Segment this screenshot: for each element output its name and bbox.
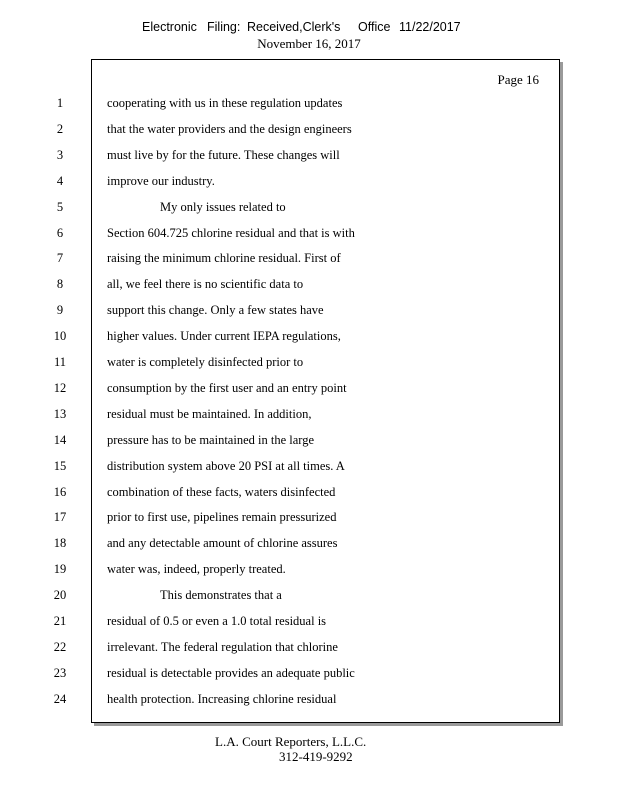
line-text: pressure has to be maintained in the large bbox=[107, 432, 314, 447]
transcript-line bbox=[0, 510, 618, 530]
line-number: 12 bbox=[53, 380, 67, 395]
line-number: 13 bbox=[53, 406, 67, 421]
line-text: must live by for the future. These changes will bbox=[107, 147, 340, 162]
transcript-line bbox=[0, 381, 618, 401]
transcript-line bbox=[0, 640, 618, 660]
transcript-line bbox=[0, 226, 618, 246]
line-text: cooperating with us in these regulation updates bbox=[107, 96, 343, 110]
line-text: This demonstrates that a bbox=[160, 588, 282, 603]
hearing-date: November 16, 2017 bbox=[257, 36, 361, 51]
transcript-line bbox=[0, 148, 618, 168]
transcript-line bbox=[0, 174, 618, 194]
transcript-line bbox=[0, 329, 618, 349]
line-number: 10 bbox=[53, 329, 67, 344]
line-number: 4 bbox=[56, 173, 64, 188]
transcript-line bbox=[0, 355, 618, 375]
transcript-line bbox=[0, 562, 618, 582]
line-number: 8 bbox=[56, 277, 64, 292]
line-text: health protection. Increasing chlorine residual bbox=[107, 691, 337, 706]
line-text: raising the minimum chlorine residual. First of bbox=[107, 251, 341, 266]
transcript-line bbox=[0, 485, 618, 505]
transcript-line bbox=[0, 692, 618, 712]
transcript-line bbox=[0, 303, 618, 323]
line-text: distribution system above 20 PSI at all times. A bbox=[107, 458, 345, 473]
line-number: 1 bbox=[56, 96, 64, 110]
line-text: all, we feel there is no scientific data to bbox=[107, 277, 304, 292]
line-text: and any detectable amount of chlorine assures bbox=[107, 536, 338, 551]
transcript-line bbox=[0, 122, 618, 142]
line-text: that the water providers and the design engineers bbox=[107, 121, 352, 136]
line-number: 2 bbox=[56, 121, 64, 136]
line-number: 7 bbox=[56, 251, 64, 266]
line-text: residual is detectable provides an adequate public bbox=[107, 665, 355, 680]
line-number: 19 bbox=[53, 562, 67, 577]
line-text: residual of 0.5 or even a 1.0 total residual is bbox=[107, 614, 327, 628]
transcript-line bbox=[0, 614, 618, 634]
filing-stamp bbox=[0, 20, 618, 36]
line-number: 15 bbox=[53, 458, 67, 473]
stamp-word-office: Office bbox=[358, 20, 391, 34]
line-text: water is completely disinfected prior to bbox=[107, 355, 304, 369]
line-text: My only issues related to bbox=[160, 199, 286, 214]
line-text: higher values. Under current IEPA regulations, bbox=[107, 329, 341, 344]
hearing-date-row bbox=[0, 36, 618, 52]
line-text: improve our industry. bbox=[107, 173, 215, 188]
line-text: support this change. Only a few states have bbox=[107, 303, 324, 318]
stamp-date: 11/22/2017 bbox=[399, 20, 461, 34]
transcript-line bbox=[0, 277, 618, 297]
line-text: residual must be maintained. In addition, bbox=[107, 406, 312, 421]
transcript-line bbox=[0, 251, 618, 271]
line-number: 3 bbox=[56, 147, 64, 162]
transcript-line bbox=[0, 407, 618, 427]
line-number: 22 bbox=[53, 639, 67, 654]
line-number: 17 bbox=[53, 510, 67, 525]
line-number: 6 bbox=[56, 225, 64, 240]
transcript-line bbox=[0, 200, 618, 220]
line-number: 24 bbox=[53, 691, 67, 706]
transcript-line bbox=[0, 588, 618, 608]
transcript-line bbox=[0, 666, 618, 686]
line-number: 16 bbox=[53, 484, 67, 499]
transcript-line bbox=[0, 96, 618, 116]
line-text: prior to first use, pipelines remain pressurized bbox=[107, 510, 337, 525]
line-number: 18 bbox=[53, 536, 67, 551]
line-text: consumption by the first user and an entry point bbox=[107, 380, 347, 395]
stamp-word-filing: Filing: bbox=[207, 20, 241, 34]
line-number: 21 bbox=[53, 614, 67, 628]
line-number: 11 bbox=[53, 355, 67, 369]
line-number: 14 bbox=[53, 432, 67, 447]
reporter-company: L.A. Court Reporters, L.L.C. bbox=[215, 734, 367, 749]
transcript-line bbox=[0, 459, 618, 479]
reporter-phone: 312-419-9292 bbox=[279, 749, 353, 764]
stamp-word-electronic: Electronic bbox=[142, 20, 197, 34]
stamp-word-received: Received,Clerk's bbox=[247, 20, 341, 34]
line-text: combination of these facts, waters disinfected bbox=[107, 484, 336, 499]
line-text: water was, indeed, properly treated. bbox=[107, 562, 286, 577]
page-number: Page 16 bbox=[497, 72, 539, 87]
line-number: 23 bbox=[53, 665, 67, 680]
line-text: irrelevant. The federal regulation that chlorine bbox=[107, 639, 338, 654]
line-number: 9 bbox=[56, 303, 64, 318]
transcript-line bbox=[0, 433, 618, 453]
line-number: 5 bbox=[56, 199, 64, 214]
transcript-line bbox=[0, 536, 618, 556]
line-number: 20 bbox=[53, 588, 67, 603]
line-text: Section 604.725 chlorine residual and that is with bbox=[107, 225, 355, 240]
